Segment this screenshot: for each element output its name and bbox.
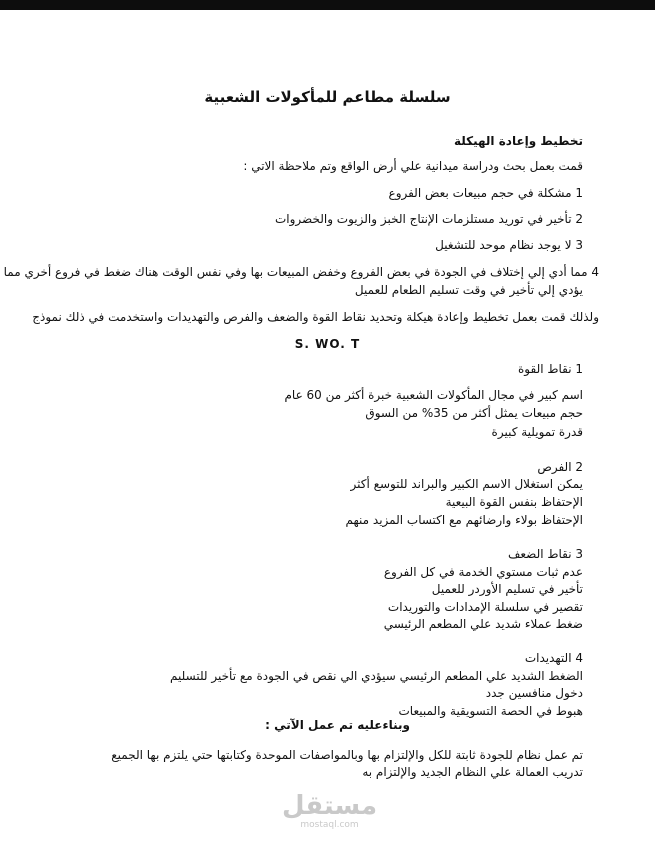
section-heading: تخطيط وإعادة الهيكلة <box>453 134 583 148</box>
action-item: تدريب العمالة علي النظام الجديد والإلتزام به <box>362 765 583 779</box>
document-title: سلسلة مطاعم للمأكولات الشعبية <box>204 88 451 106</box>
finding-item-continued: يؤدي إلي تأخير في وقت تسليم الطعام للعميل <box>354 283 583 297</box>
opportunity-item: الإحتفاظ بولاء وارضائهم مع اكتساب المزيد منهم <box>345 513 583 527</box>
threat-item: الضغط الشديد علي المطعم الرئيسي سيؤدي الي نقص في الجودة مع تأخير للتسليم <box>170 669 583 683</box>
opportunity-item: الإحتفاظ بنفس القوة البيعية <box>445 495 583 509</box>
mostaql-watermark-logo <box>282 792 377 831</box>
finding-item: 3 لا يوجد نظام موحد للتشغيل <box>435 238 583 252</box>
strength-item: اسم كبير في مجال المأكولات الشعبية خبرة أكثر من 60 عام <box>284 388 583 402</box>
weakness-item: عدم ثبات مستوي الخدمة في كل الفروع <box>383 565 583 579</box>
action-heading: وبناءعليه تم عمل الآتي : <box>265 718 410 732</box>
threat-item: هبوط في الحصة التسويقية والمبيعات <box>398 704 583 718</box>
opportunity-item: يمكن استغلال الاسم الكبير والبراند للتوسع أكثر <box>350 477 583 491</box>
finding-item: 4 مما أدي إلي إختلاف في الجودة في بعض الفروع وخفض المبيعات بها وفي نفس الوقت هناك ضغط في فروع أخري مما <box>3 265 599 279</box>
threat-item: دخول منافسين جدد <box>485 686 583 700</box>
weakness-item: ضغط عملاء شديد علي المطعم الرئيسي <box>383 617 583 631</box>
watermark-arabic-text: مستقل <box>282 791 378 821</box>
strengths-heading: 1 نقاط القوة <box>518 362 583 376</box>
opportunities-heading: 2 الفرص <box>537 460 583 474</box>
swot-title: S. WO. T <box>294 337 361 351</box>
weaknesses-heading: 3 نقاط الضعف <box>507 547 583 561</box>
watermark-latin-text: mostaql.com <box>300 820 359 830</box>
threats-heading: 4 التهديدات <box>524 651 583 665</box>
finding-item: 2 تأخير في توريد مستلزمات الإنتاج الخبز والزيوت والخضروات <box>275 212 583 226</box>
action-item: تم عمل نظام للجودة ثابتة للكل والإلتزام بها وبالمواصفات الموحدة وكتابتها حتي يلتزم بها الجميع <box>111 748 583 762</box>
conclusion-text: ولذلك قمت بعمل تخطيط وإعادة هيكلة وتحديد نقاط القوة والضعف والفرص والتهديدات واستخدمت في ذلك نموذج <box>32 310 599 324</box>
strength-item: قدرة تمويلية كبيرة <box>491 425 583 439</box>
intro-text: قمت بعمل بحث ودراسة ميدانية علي أرض الواقع وتم ملاحظة الاتي : <box>243 159 583 173</box>
finding-item: 1 مشكلة في حجم مبيعات بعض الفروع <box>388 186 583 200</box>
weakness-item: تقصير في سلسلة الإمدادات والتوريدات <box>387 600 583 614</box>
strength-item: حجم مبيعات يمثل أكثر من 35% من السوق <box>365 406 583 420</box>
weakness-item: تأخير في تسليم الأوردر للعميل <box>431 582 583 596</box>
